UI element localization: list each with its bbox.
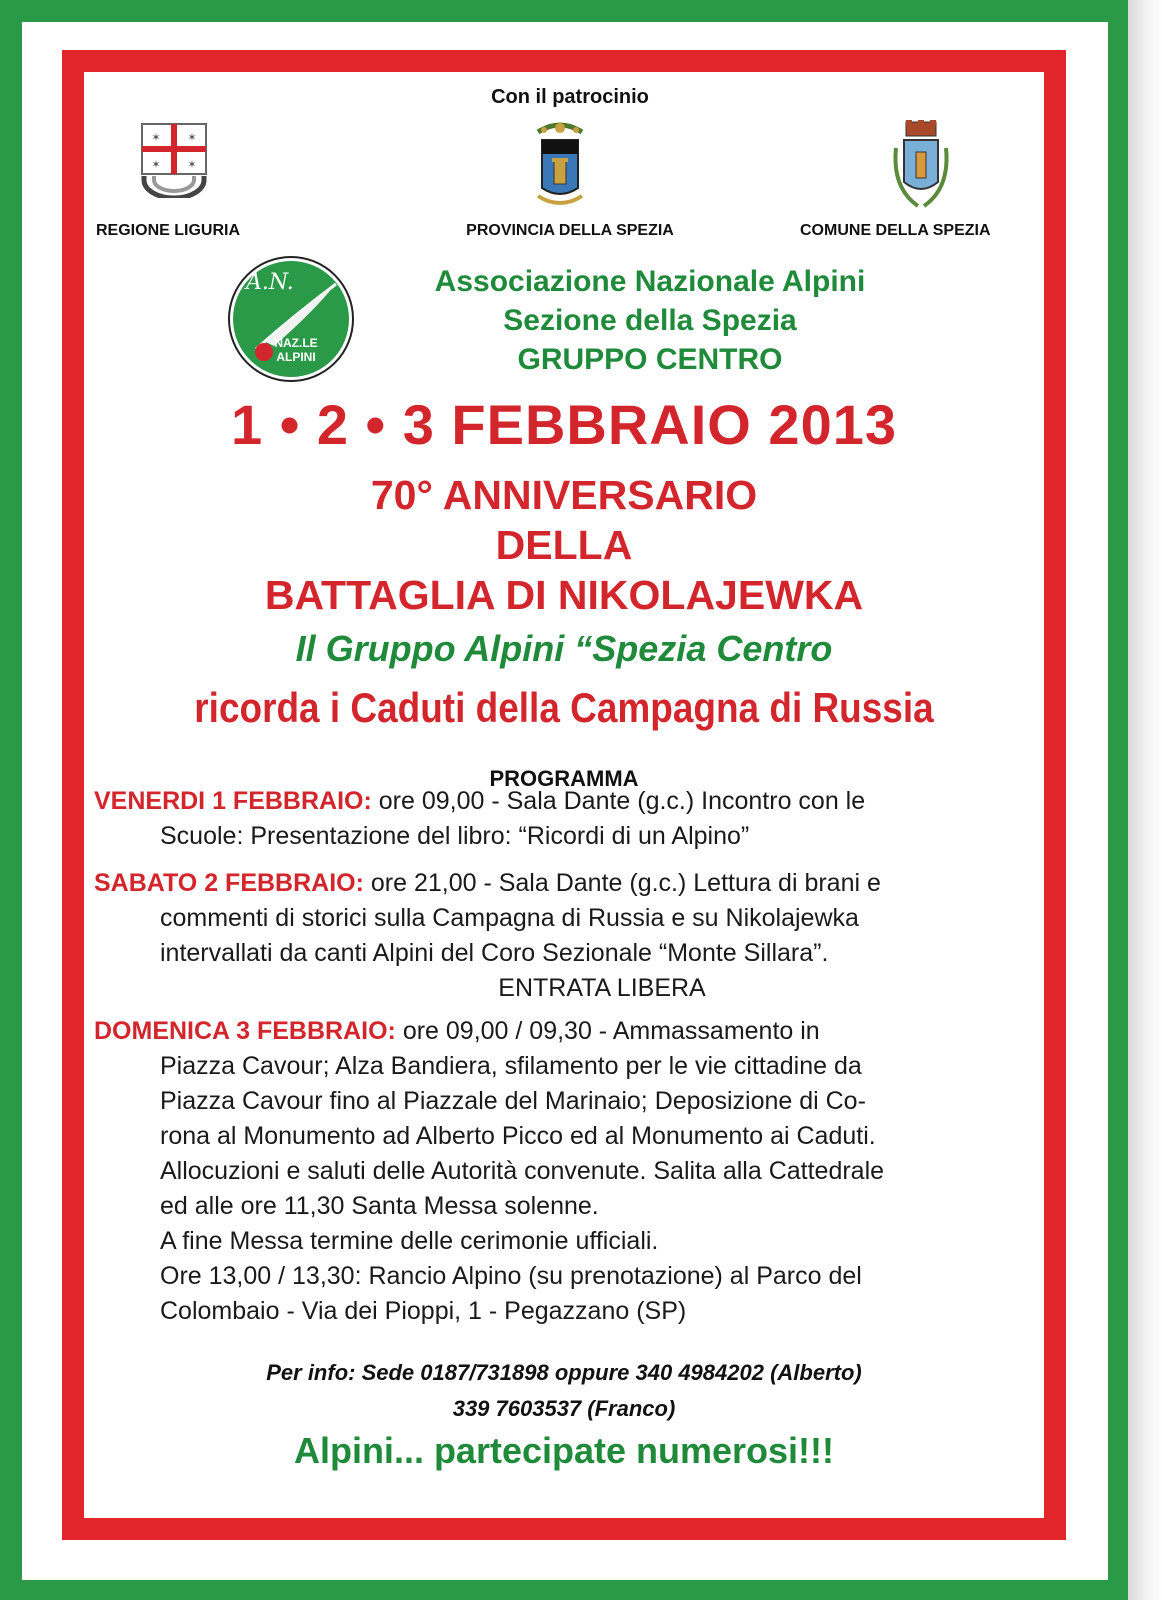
info-line-2: 339 7603537 (Franco): [452, 1396, 676, 1421]
sunday-line: rona al Monumento ad Alberto Picco ed al Monumento ai Caduti.: [160, 1122, 876, 1150]
anniversary-line-3: BATTAGLIA DI NIKOLAJEWKA: [264, 572, 864, 618]
saturday-first-line: ore 21,00 - Sala Dante (g.c.) Lettura di brani e: [370, 869, 881, 897]
svg-text:✶: ✶: [187, 132, 197, 144]
friday-first-line: ore 09,00 - Sala Dante (g.c.) Incontro con le: [378, 787, 866, 815]
provincia-coat-of-arms-icon: [530, 118, 590, 214]
saturday-line-3: intervallati da canti Alpini del Coro Sezionale “Monte Sillara”.: [160, 939, 829, 967]
info-line-1: Per info: Sede 0187/731898 oppure 340 4984202 (Alberto): [266, 1360, 862, 1385]
program-friday: [94, 784, 1044, 854]
sunday-line: A fine Messa termine delle cerimonie ufficiali.: [160, 1227, 659, 1255]
anniversary-line-2: DELLA: [495, 522, 633, 568]
program-heading: PROGRAMMA: [489, 766, 639, 791]
sunday-line: Piazza Cavour fino al Piazzale del Marinaio; Deposizione di Co-: [160, 1087, 866, 1115]
sunday-line: Allocuzioni e saluti delle Autorità convenute. Salita alla Cattedrale: [160, 1157, 885, 1185]
patronage-heading: Con il patrocinio: [491, 86, 649, 108]
anniversary-line-1: 70° ANNIVERSARIO: [370, 472, 758, 518]
program-saturday: [94, 866, 1044, 1006]
svg-text:✶: ✶: [151, 159, 161, 171]
comune-coat-of-arms-icon: [888, 118, 954, 214]
remembrance-line: ricorda i Caduti della Campagna di Russia: [194, 684, 934, 731]
friday-day: VENERDI 1 FEBBRAIO:: [94, 787, 372, 815]
association-name: Associazione Nazionale Alpini: [434, 265, 866, 298]
sunday-line: Colombaio - Via dei Pioppi, 1 - Pegazzano (SP): [160, 1297, 687, 1325]
scan-edge: [1128, 0, 1162, 1600]
svg-text:✶: ✶: [151, 132, 161, 144]
free-entry-note: ENTRATA LIBERA: [498, 974, 706, 1002]
association-section: Sezione della Spezia: [503, 304, 797, 337]
program-sunday: [94, 1014, 1044, 1329]
sunday-line: Ore 13,00 / 13,30: Rancio Alpino (su prenotazione) al Parco del: [160, 1262, 862, 1290]
group-line: Il Gruppo Alpini “Spezia Centro: [295, 628, 833, 669]
association-group: GRUPPO CENTRO: [517, 343, 783, 376]
ana-badge-top-text: A.N.: [246, 270, 294, 295]
sunday-day: DOMENICA 3 FEBBRAIO:: [94, 1017, 396, 1045]
sunday-first-line: ore 09,00 / 09,30 - Ammassamento in: [402, 1017, 820, 1045]
saturday-line-2: commenti di storici sulla Campagna di Russia e su Nikolajewka: [160, 904, 859, 932]
saturday-day: SABATO 2 FEBBRAIO:: [94, 869, 364, 897]
logo-label-regione: REGIONE LIGURIA: [96, 222, 241, 239]
event-dates: 1 • 2 • 3 FEBBRAIO 2013: [230, 393, 897, 456]
logo-label-provincia: PROVINCIA DELLA SPEZIA: [466, 222, 674, 239]
sunday-line: ed alle ore 11,30 Santa Messa solenne.: [160, 1192, 599, 1220]
ana-badge-bottom-text: NAZ.LE ALPINI: [274, 336, 318, 364]
logo-label-comune: COMUNE DELLA SPEZIA: [800, 222, 991, 239]
regione-liguria-shield-icon: [140, 122, 208, 198]
sunday-line: Piazza Cavour; Alza Bandiera, sfilamento per le vie cittadine da: [160, 1052, 862, 1080]
closing-slogan: Alpini... partecipate numerosi!!!: [293, 1430, 835, 1471]
friday-rest: Scuole: Presentazione del libro: “Ricordi di un Alpino”: [160, 822, 750, 850]
anniversary-title: [84, 470, 1044, 620]
svg-text:✶: ✶: [187, 159, 197, 171]
